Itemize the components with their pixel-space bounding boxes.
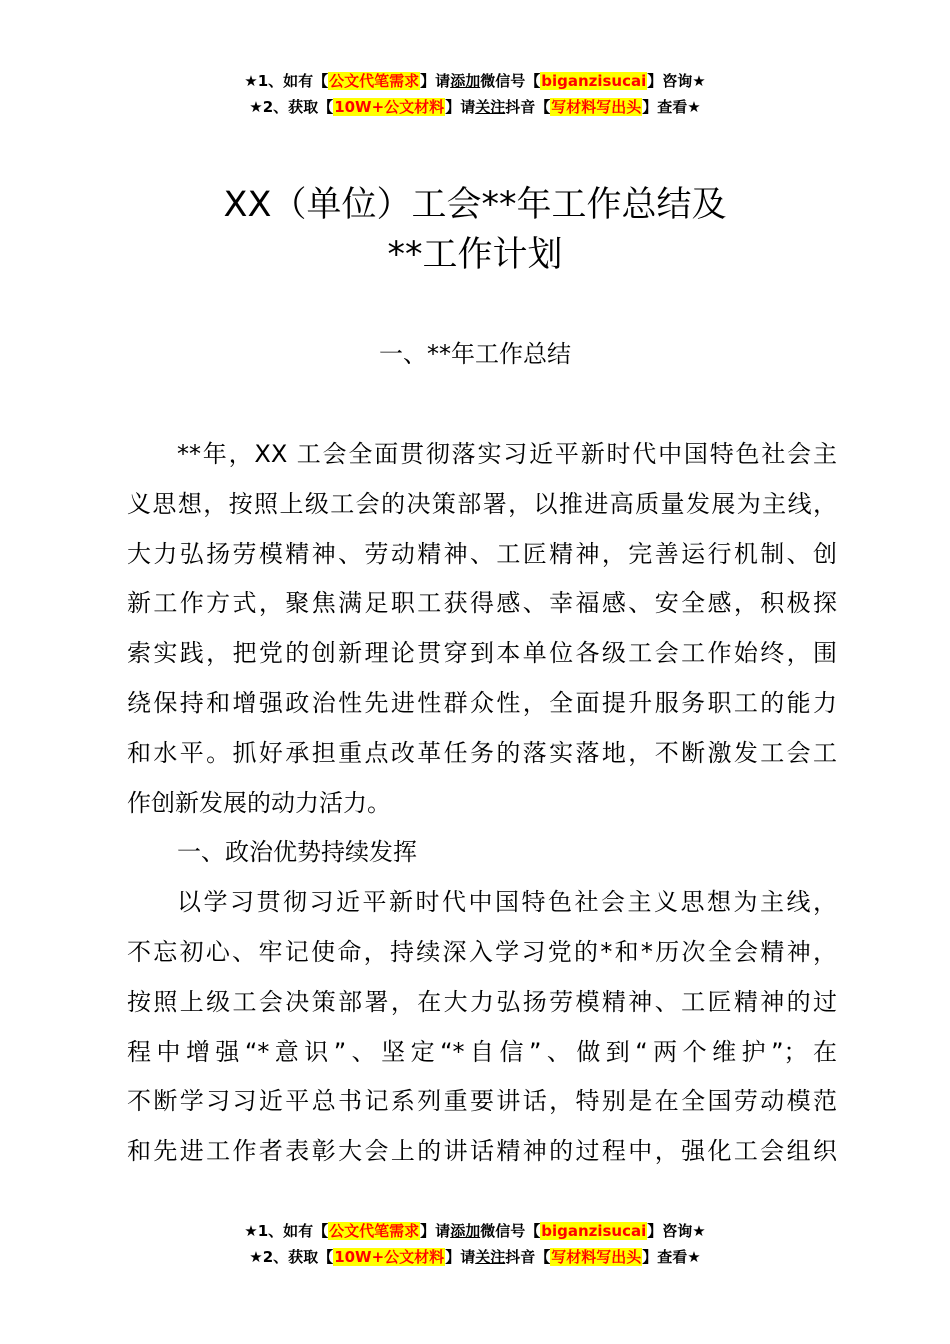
paragraph-line: 绕保持和增强政治性先进性群众性，全面提升服务职工的能力 — [127, 688, 837, 717]
top-banner — [0, 68, 950, 120]
paragraph-line: 程中增强“*意识”、坚定“*自信”、做到“两个维护”；在 — [127, 1037, 837, 1066]
paragraph-line: 新工作方式，聚焦满足职工获得感、幸福感、安全感，积极探 — [127, 589, 837, 618]
paragraph-line: 以学习贯彻习近平新时代中国特色社会主义思想为主线， — [177, 888, 837, 917]
banner-line-1: ★1、如有【公文代笔需求】请添加微信号【biganzisucai】咨询★ — [244, 72, 706, 90]
banner-highlight: 10W+公文材料 — [334, 1248, 445, 1266]
document-title — [0, 180, 950, 280]
banner-highlight: 公文代笔需求 — [329, 1222, 420, 1240]
section-heading: 一、**年工作总结 — [379, 340, 571, 368]
banner-line-1: ★1、如有【公文代笔需求】请添加微信号【biganzisucai】咨询★ — [244, 1222, 706, 1240]
bottom-banner — [0, 1218, 950, 1270]
title-line-2: **工作计划 — [387, 235, 563, 275]
document-body — [127, 430, 837, 1177]
banner-line-2: ★2、获取【10W+公文材料】请关注抖音【写材料写出头】查看★ — [249, 1248, 701, 1266]
paragraph-line: 大力弘扬劳模精神、劳动精神、工匠精神，完善运行机制、创 — [127, 539, 837, 568]
paragraph-line: 不断学习习近平总书记系列重要讲话，特别是在全国劳动模范 — [127, 1087, 837, 1116]
paragraph-line: 义思想，按照上级工会的决策部署，以推进高质量发展为主线， — [127, 489, 837, 518]
paragraph-line: 和先进工作者表彰大会上的讲话精神的过程中，强化工会组织 — [127, 1137, 837, 1166]
banner-wechat-id: biganzisucai — [541, 72, 647, 90]
paragraph-line: 作创新发展的动力活力。 — [127, 788, 391, 817]
banner-wechat-id: biganzisucai — [541, 1222, 647, 1240]
banner-highlight: 公文代笔需求 — [329, 72, 420, 90]
banner-highlight: 10W+公文材料 — [334, 98, 445, 116]
title-line-1: XX（单位）工会**年工作总结及 — [223, 185, 727, 225]
paragraph-line: 索实践，把党的创新理论贯穿到本单位各级工会工作始终，围 — [127, 639, 837, 668]
paragraph-line: 和水平。抓好承担重点改革任务的落实落地，不断激发工会工 — [127, 738, 837, 767]
banner-line-2: ★2、获取【10W+公文材料】请关注抖音【写材料写出头】查看★ — [249, 98, 701, 116]
banner-douyin-id: 写材料写出头 — [551, 1248, 642, 1266]
paragraph-line: **年，XX 工会全面贯彻落实习近平新时代中国特色社会主 — [177, 440, 837, 468]
paragraph-line: 不忘初心、牢记使命，持续深入学习党的*和*历次全会精神， — [127, 937, 837, 966]
banner-douyin-id: 写材料写出头 — [551, 98, 642, 116]
subheading: 一、政治优势持续发挥 — [177, 838, 417, 867]
paragraph-line: 按照上级工会决策部署，在大力弘扬劳模精神、工匠精神的过 — [127, 987, 837, 1016]
